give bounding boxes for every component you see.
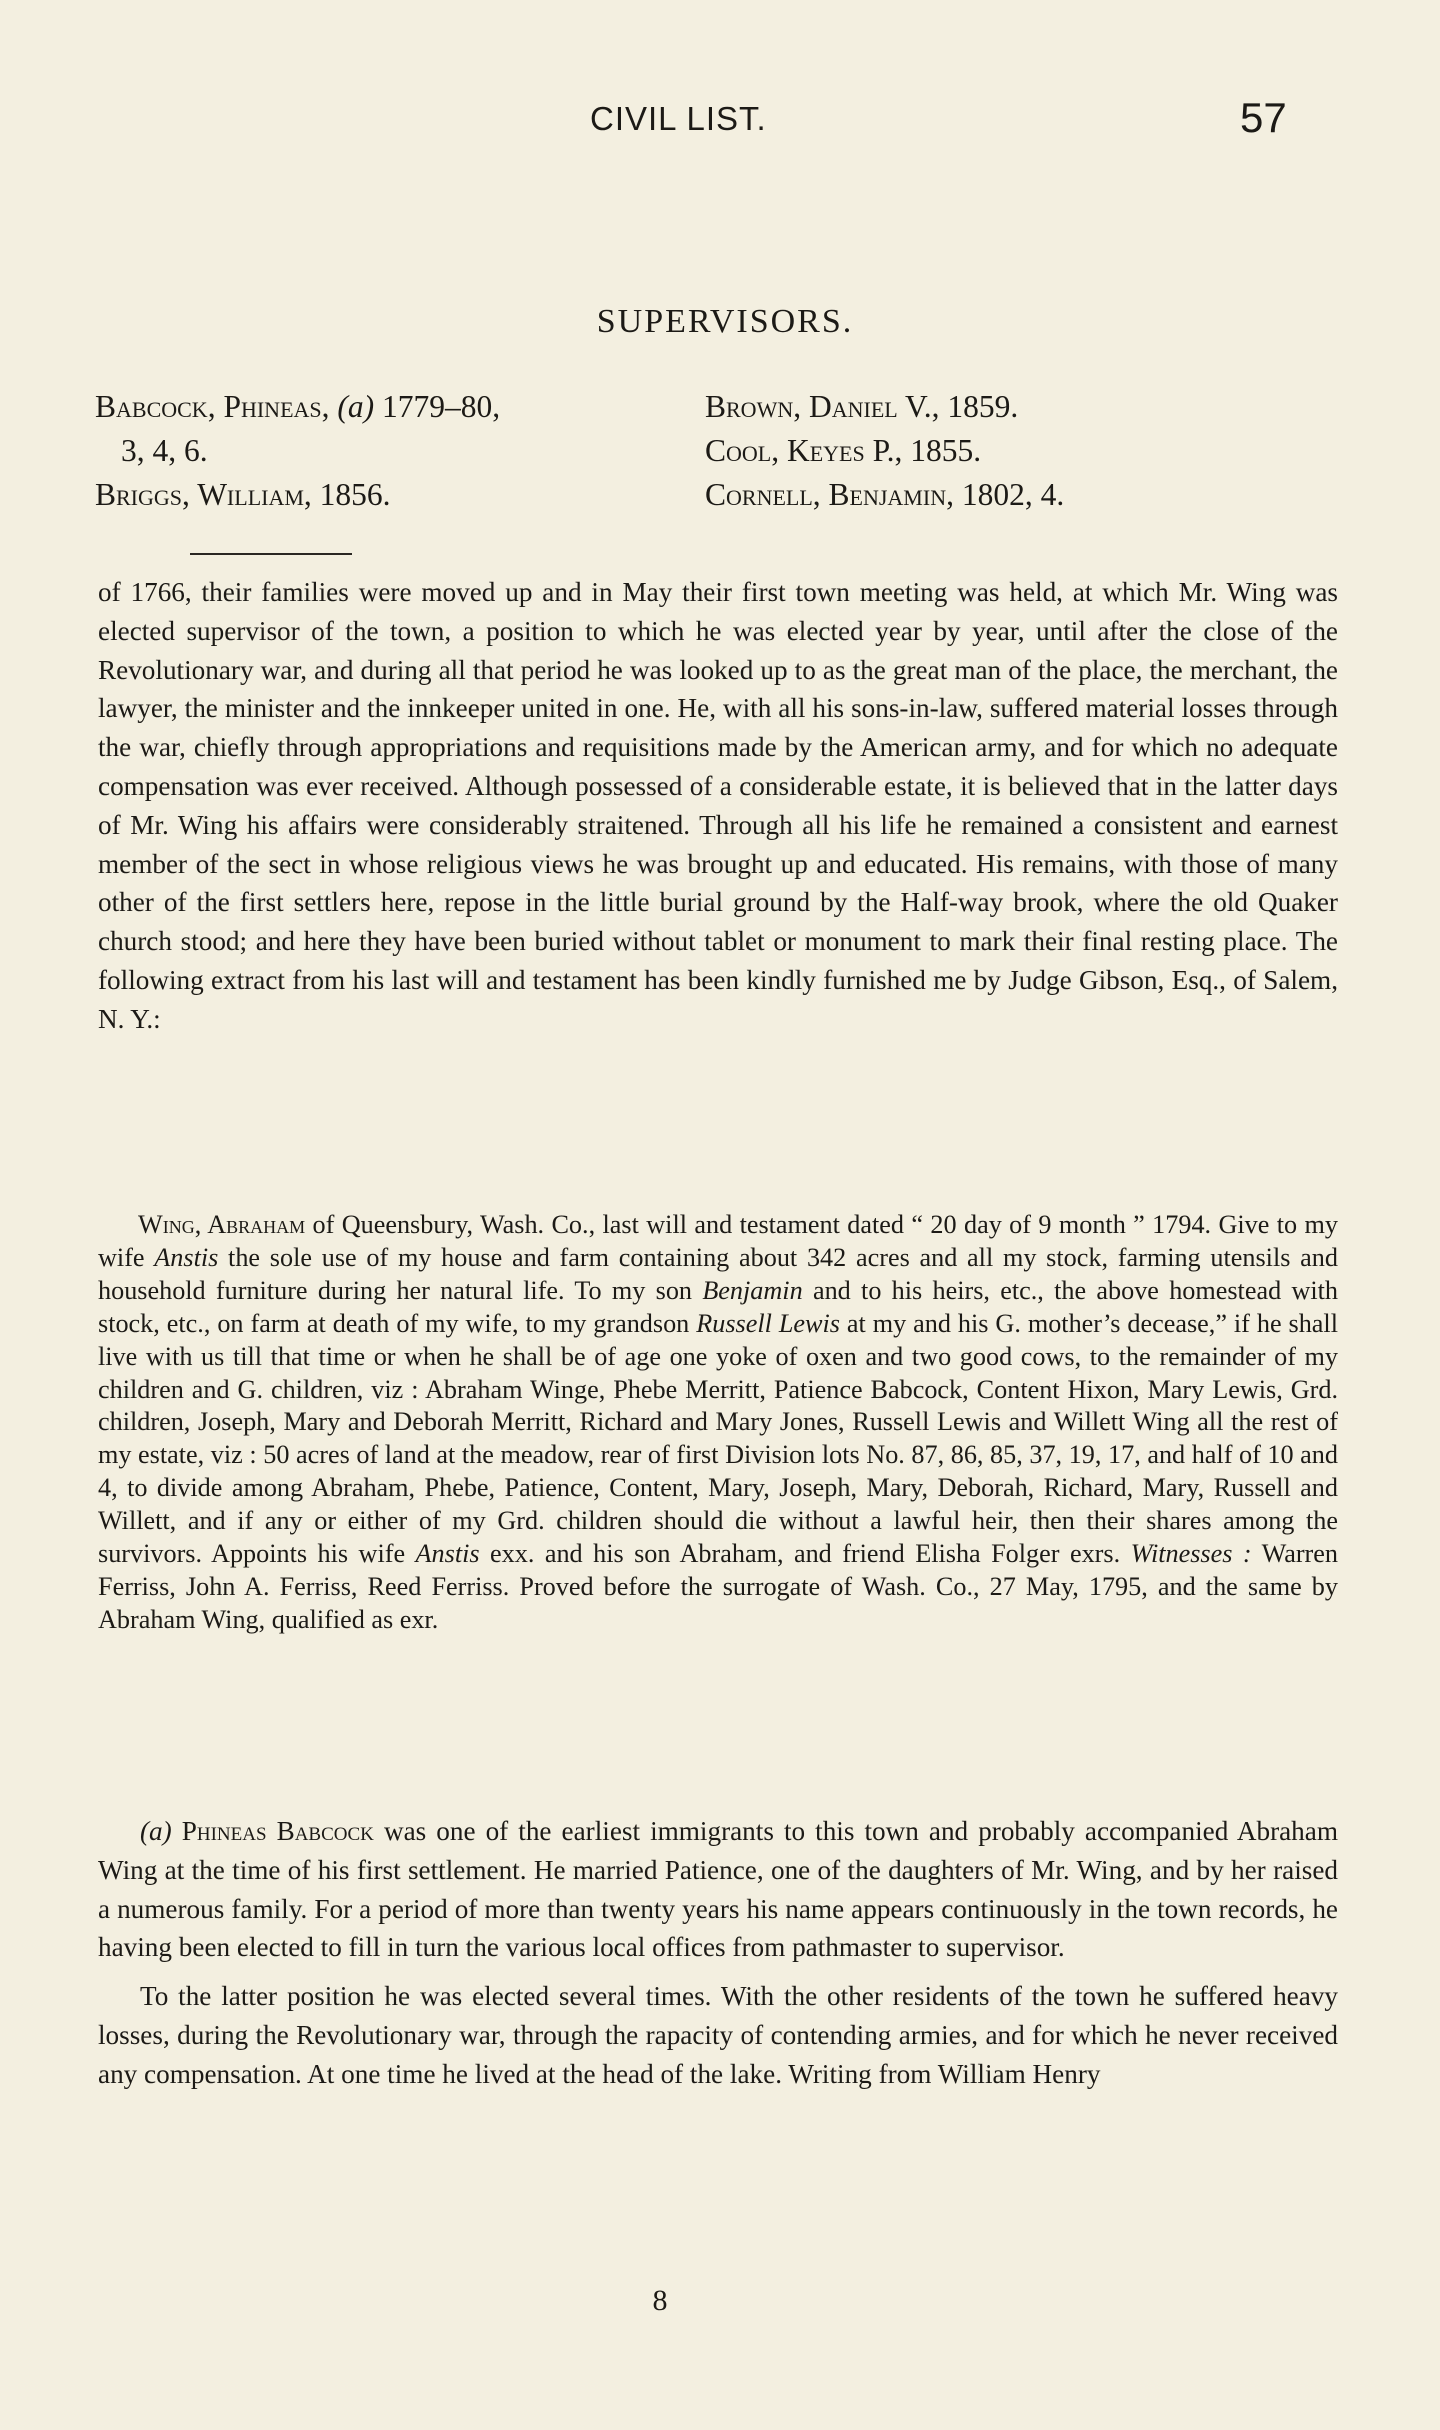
extract-text: of Queensbury, Wash. Co., last will and testament dated “ 20 day of 9 month ” 1794. Give to my wife: [98, 1210, 1338, 1272]
footnote-mark: (a): [140, 1816, 172, 1846]
footnote-divider: [190, 553, 352, 555]
will-extract: [98, 1209, 1338, 1637]
extract-italic: Anstis: [415, 1539, 480, 1569]
supervisor-name: Brown, Daniel V.,: [705, 389, 940, 424]
supervisor-entry: [95, 385, 695, 473]
supervisor-name: Cool, Keyes P.,: [705, 433, 903, 468]
supervisor-years-cont: 3, 4, 6.: [121, 433, 208, 468]
will-testator-name: Wing, Abraham: [138, 1210, 306, 1239]
footnote-continuation: [98, 573, 1338, 1039]
signature-mark: 8: [652, 2284, 668, 2317]
running-head: [0, 94, 1440, 160]
section-title: SUPERVISORS.: [596, 303, 854, 340]
supervisor-name: Babcock, Phineas,: [95, 389, 330, 424]
page-number: 57: [1240, 94, 1287, 141]
body-paragraph: of 1766, their families were moved up and in May their first town meeting was held, at which Mr. Wing was elected supervisor of the town, a position to which he was elected year by year, until after the close of the Revolutionary war, and during all that period he was looked up to as the great man of the place, the merchant, the lawyer, the minister and the innkeeper united in one. He, with all his sons-in-law, suffered material losses through the war, chiefly through appropriations and requisitions made by the American army, and for which no adequate compensation was ever received. Although possessed of a considerable estate, it is believed that in the latter days of Mr. Wing his affairs were considerably straitened. Through all his life he remained a consistent and earnest member of the sect in whose religious views he was brought up and educated. His remains, with those of many other of the first settlers here, repose in the little burial ground by the Half-way brook, where the old Quaker church stood; and here they have been buried without tablet or monument to mark their final resting place. The following extract from his last will and testament has been kindly furnished me by Judge Gibson, Esq., of Salem, N. Y.:: [98, 577, 1338, 1034]
supervisor-name: Briggs, William,: [95, 477, 312, 512]
extract-italic: Russell Lewis: [696, 1308, 840, 1338]
footnote-paragraph: To the latter position he was elected several times. With the other residents of the town he suffered heavy losses, during the Revolutionary war, through the rapacity of contending armies, and for which he never received any compensation. At one time he lived at the head of the lake. Writing from William Henry: [98, 1981, 1338, 2089]
footnote-name: Phineas Babcock: [171, 1816, 374, 1846]
supervisor-years: 1859.: [939, 389, 1019, 424]
supervisor-years: 1779–80,: [382, 389, 501, 424]
extract-italic: Anstis: [154, 1242, 219, 1272]
extract-italic: Benjamin: [702, 1275, 803, 1305]
extract-text: Warren Ferriss, John A. Ferriss, Reed Ferriss. Proved before the surrogate of Wash. Co., 27 May, 1795, and the same by Abraham Wing, qualified as exr.: [98, 1539, 1338, 1634]
supervisor-years: 1802, 4.: [953, 477, 1065, 512]
supervisor-entry: [95, 473, 695, 517]
supervisors-column-left: [95, 385, 695, 517]
extract-italic: Witnesses :: [1130, 1539, 1252, 1569]
footnotes: [98, 1812, 1338, 2104]
supervisor-years: 1856.: [311, 477, 391, 512]
supervisor-entry: [705, 473, 1345, 517]
supervisor-entry: [705, 385, 1345, 429]
supervisor-note-mark: (a): [337, 389, 375, 424]
extract-text: exx. and his son Abraham, and friend Elisha Folger exrs.: [479, 1539, 1131, 1569]
footnote-text: was one of the earliest immigrants to this town and probably accompanied Abraham Wing at the time of his first settlement. He married Patience, one of the daughters of Mr. Wing, and by her raised a numerous family. For a period of more than twenty years his name appears continuously in the town records, he having been elected to fill in turn the various local offices from pathmaster to supervisor.: [98, 1816, 1338, 1963]
extract-text: the sole use of my house and farm containing about 342 acres and all my stock, farming utensils and household furniture during her natural life. To my son: [98, 1242, 1338, 1305]
supervisor-name: Cornell, Benjamin,: [705, 477, 954, 512]
footnote-a: [98, 1812, 1338, 1967]
will-extract-paragraph: [98, 1209, 1338, 1637]
supervisor-years: 1855.: [902, 433, 982, 468]
running-head-title: CIVIL LIST.: [590, 100, 767, 137]
supervisor-entry: [705, 429, 1345, 473]
extract-text: at my and his G. mother’s decease,” if he shall live with us till that time or when he shall be of age one yoke of oxen and two good cows, to the remainder of my children and G. children, viz : Abraham Winge, Phebe Merritt, Patience Babcock, Content Hixon, Mary Lewis, Grd. children, Joseph, Mary and Deborah Merritt, Richard and Mary Jones, Russell Lewis and Willett Wing all the rest of my estate, viz : 50 acres of land at the meadow, rear of first Division lots No. 87, 86, 85, 37, 19, 17, and half of 10 and 4, to divide among Abraham, Phebe, Patience, Content, Mary, Joseph, Mary, Deborah, Richard, Mary, Russell and Willett, and if any or either of my Grd. children should die without a lawful heir, then their shares among the survivors. Appoints his wife: [98, 1308, 1338, 1569]
extract-text: and to his heirs, etc., the above homestead with stock, etc., on farm at death of my wife, to my grandson: [98, 1275, 1339, 1338]
supervisors-column-right: [705, 385, 1345, 517]
